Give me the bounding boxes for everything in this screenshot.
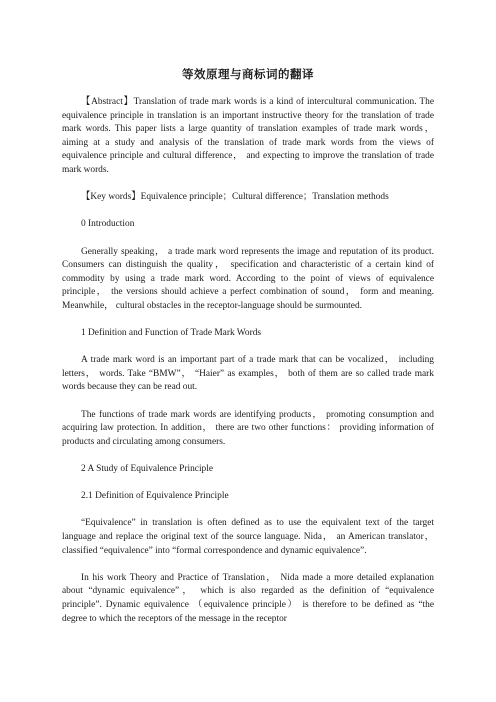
page-title: 等效原理与商标词的翻译: [182, 67, 314, 81]
equivalence-paragraph-2: In his work Theory and Practice of Translation， Nida made a more detailed explanation about “dynamic equivalence”， which is also regarded as the definition of “equivalence principle”. Dynamic equivalence （equivalence principle） is therefore to be defined as “the degree to which the receptors of the message in the receptor: [62, 572, 434, 624]
introduction-paragraph: Generally speaking， a trade mark word represents the image and reputation of its product. Consumers can distinguish the quality， specification and characteristic of a certain kind of commodity by using a trade mark word. According to the point of views of equivalence principle， the versions should achieve a perfect combination of sound， form and meaning. Meanwhile， cultural obstacles in the receptor-language should be surmounted.: [62, 246, 434, 311]
abstract-paragraph: 【Abstract】Translation of trade mark words is a kind of intercultural communication. The equivalence principle in translation is an important instructive theory for the translation of trade mark words. This paper lists a large quantity of translation examples of trade mark words， aiming at a study and analysis of the translation of trade mark words from the views of equivalence principle and cultural difference， and expecting to improve the translation of trade mark words.: [62, 97, 434, 175]
section-heading-introduction: 0 Introduction: [81, 219, 135, 230]
equivalence-paragraph-1: “Equivalence” in translation is often defined as to use the equivalent text of the target language and replace the original text of the source language. Nida， an American translator， classified “equivalence” into “formal correspondence and dynamic equivalence”.: [62, 518, 434, 556]
keywords-paragraph: 【Key words】Equivalence principle；Cultural difference；Translation methods: [81, 192, 389, 203]
section-heading-definition: 1 Definition and Function of Trade Mark Words: [81, 328, 262, 339]
subsection-heading-equivalence-definition: 2.1 Definition of Equivalence Principle: [81, 491, 229, 502]
section-heading-equivalence: 2 A Study of Equivalence Principle: [81, 464, 214, 475]
definition-paragraph-2: The functions of trade mark words are identifying products， promoting consumption and acquiring law protection. In addition， there are two other functions： providing information of products and circulating among consumers.: [62, 409, 434, 447]
document-body: [62, 96, 434, 640]
definition-paragraph-1: A trade mark word is an important part of a trade mark that can be vocalized， including letters， words. Take “BMW”， “Haier” as examples， both of them are so called trade mark words because they can be read out.: [62, 355, 434, 393]
